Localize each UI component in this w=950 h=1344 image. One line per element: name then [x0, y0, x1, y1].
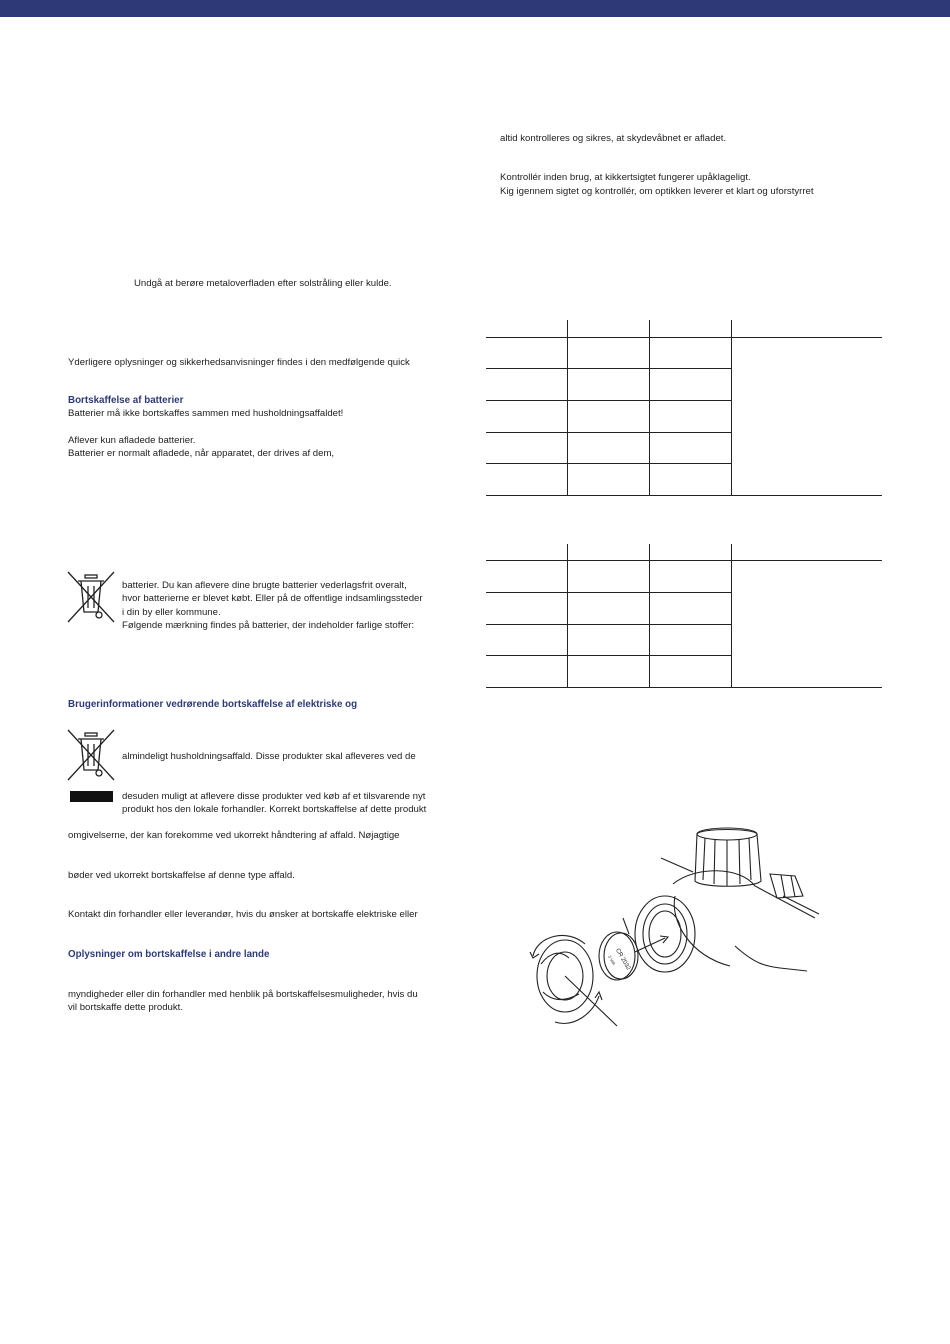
spec-table-2 [486, 544, 882, 688]
table-cell [568, 592, 650, 624]
other-countries-heading: Oplysninger om bortskaffelse i andre lande [68, 949, 270, 960]
table-cell [486, 544, 568, 560]
table-cell [486, 560, 568, 592]
table-cell [568, 624, 650, 655]
table-cell [650, 463, 732, 495]
spec-table-1 [486, 320, 882, 496]
table-cell [486, 320, 568, 337]
battery-disposal-heading: Bortskaffelse af batterier [68, 395, 184, 406]
crossed-bin-icon [66, 570, 116, 624]
function-check-text: Kontrollér inden brug, at kikkertsigtet fungerer upåklageligt. [500, 172, 751, 183]
weee-text-4: omgivelserne, der kan forekomme ved ukorrekt håndtering af affald. Nøjagtige [68, 830, 400, 841]
table-cell [650, 560, 732, 592]
optics-check-text: Kig igennem sigtet og kontrollér, om optikken leverer et klart og uforstyrret [500, 186, 814, 197]
table-cell [732, 320, 883, 337]
weee-text-2: desuden muligt at aflevere disse produkter ved køb af et tilsvarende nyt [122, 791, 426, 802]
metal-warning-text: Undgå at berøre metaloverfladen efter solstråling eller kulde. [134, 278, 392, 289]
table-cell [568, 400, 650, 432]
table-cell-merged [732, 560, 883, 687]
table-cell [486, 592, 568, 624]
header-bar [0, 0, 950, 17]
table-cell [568, 463, 650, 495]
other-countries-text-1: myndigheder eller din forhandler med henblik på bortskaffelsesmuligheder, hvis du [68, 989, 418, 1000]
battery-text-3: Batterier er normalt afladede, når apparatet, der drives af dem, [68, 448, 335, 459]
weee-text-3: produkt hos den lokale forhandler. Korrekt bortskaffelse af dette produkt [122, 804, 427, 815]
table-cell [486, 624, 568, 655]
table-cell [732, 544, 883, 560]
weee-text-6: Kontakt din forhandler eller leverandør, hvis du ønsker at bortskaffe elektriske eller [68, 909, 418, 920]
battery-return-text-2: hvor batterierne er blevet købt. Eller på de offentlige indsamlingssteder [122, 593, 423, 604]
table-cell [486, 368, 568, 400]
battery-return-text-4: Følgende mærkning findes på batterier, der indeholder farlige stoffer: [122, 620, 415, 631]
table-cell [650, 592, 732, 624]
weee-text-5: bøder ved ukorrekt bortskaffelse af denne type affald. [68, 870, 295, 881]
table-cell [650, 400, 732, 432]
table-cell [568, 368, 650, 400]
battery-text-2: Aflever kun afladede batterier. [68, 435, 196, 446]
table-cell [650, 544, 732, 560]
table-cell [650, 337, 732, 368]
table-cell [568, 544, 650, 560]
battery-return-text-3: i din by eller kommune. [122, 607, 221, 618]
table-cell [486, 432, 568, 463]
table-cell [650, 320, 732, 337]
table-cell [486, 463, 568, 495]
battery-label-2: 3 Volt [607, 954, 617, 966]
table-cell [568, 320, 650, 337]
table-cell [568, 560, 650, 592]
table-cell [650, 655, 732, 687]
battery-return-text-1: batterier. Du kan aflevere dine brugte batterier vederlagsfrit overalt, [122, 580, 407, 591]
table-cell [568, 432, 650, 463]
table-cell [568, 337, 650, 368]
table-cell [486, 337, 568, 368]
weee-text-1: almindeligt husholdningsaffald. Disse produkter skal afleveres ved de [122, 751, 416, 762]
table-cell [486, 655, 568, 687]
crossed-bin-icon [66, 728, 116, 782]
battery-text-1: Batterier må ikke bortskaffes sammen med husholdningsaffaldet! [68, 408, 344, 419]
battery-label-1: CR 2032 [614, 947, 632, 972]
table-cell [486, 400, 568, 432]
more-info-text: Yderligere oplysninger og sikkerhedsanvisninger findes i den medfølgende quick [68, 357, 410, 368]
table-cell [568, 655, 650, 687]
weee-black-bar [70, 791, 113, 802]
table-cell [650, 624, 732, 655]
table-cell [650, 432, 732, 463]
battery-replacement-illustration [525, 826, 825, 1031]
table-cell-merged [732, 337, 883, 495]
unload-check-text: altid kontrolleres og sikres, at skydevåbnet er afladet. [500, 133, 727, 144]
other-countries-text-2: vil bortskaffe dette produkt. [68, 1002, 184, 1013]
weee-heading: Brugerinformationer vedrørende bortskaffelse af elektriske og [68, 699, 358, 710]
table-cell [650, 368, 732, 400]
